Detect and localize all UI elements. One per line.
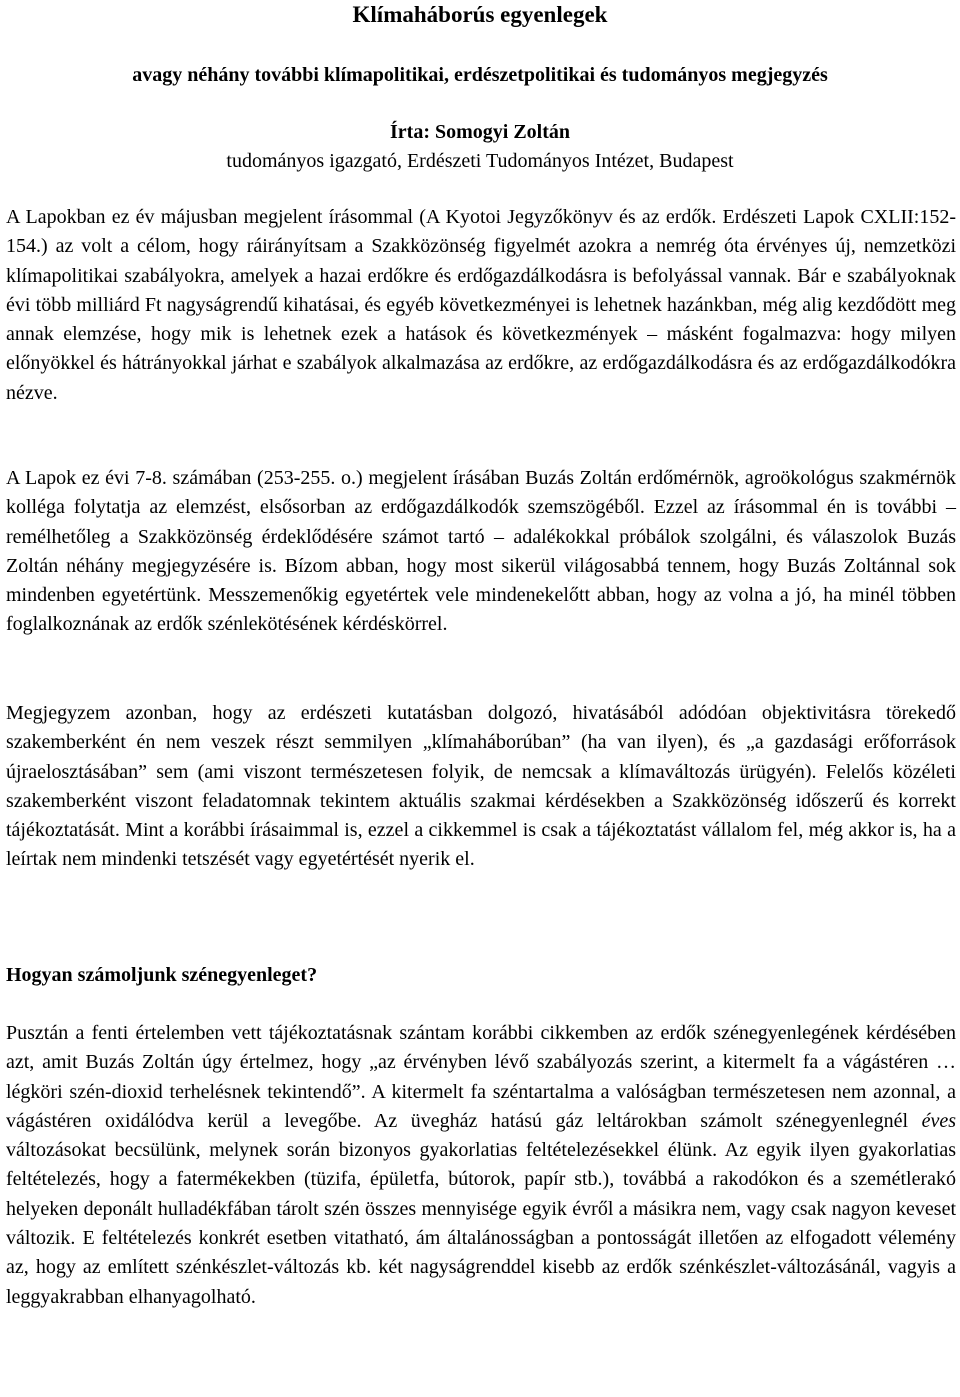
paragraph-carbon-balance-part2: változásokat becsülünk, melynek során bizonyos gyakorlatias feltételezésekkel élünk. Az egyik ilyen gyakorlatias feltételezés, hogy a fatermékekben (tüzifa, épületfa, bútorok, papír stb.), továbbá a rakodókon és a szemétlerakó helyeken deponált hulladékfában tárolt szén összes mennyisége egyik évről a másikra nem, vagy csak nagyon keveset változik. E feltételezés konkrét esetben vitatható, ám általánosságban a pontosságát illetően az elfogadott vélemény az, hogy az említett szénkészlet-változás kb. két nagyságrenddel kisebb az erdők szénkészlet-változásánál, vagyis a leggyakrabban elhanyagolható.	[6, 1139, 956, 1308]
emphasis-eves: éves	[921, 1109, 956, 1132]
paragraph-intro: A Lapokban ez év májusban megjelent írásommal (A Kyotoi Jegyzőkönyv és az erdők. Erdészeti Lapok CXLII:152-154.) az volt a célom, hogy ráirányítsam a Szakközönség figyelmét azokra a nemrég óta érvényes új, nemzetközi klímapolitikai szabályokra, amelyek a hazai erdőkre és erdőgazdálkodásra is befolyással vannak. Bár e szabályoknak évi több milliárd Ft nagyságrendű kihatásai, és egyéb következményei is lehetnek hazánkban, még alig kezdődött meg annak elemzése, hogy mik is lehetnek ezek a hatások és következmények – másként fogalmazva: hogy milyen előnyökkel és hátrányokkal járhat e szabályok alkalmazása az erdőkre, az erdőgazdálkodásra és az erdőgazdálkodókra nézve.	[6, 206, 956, 404]
paragraph-carbon-balance	[6, 1019, 956, 1312]
author-line: Írta: Somogyi Zoltán	[390, 121, 570, 143]
paragraph-carbon-balance-part1: Pusztán a fenti értelemben vett tájékoztatásnak szántam korábbi cikkemben az erdők szénegyenlegének kérdésében azt, amit Buzás Zoltán úgy értelmez, hogy „az érvényben lévő szabályozás szerint, a kitermelt fa a vágástéren … légköri szén-dioxid terhelésnek tekintendő”. A kitermelt fa széntartalma a valóságban természetesen nem azonnal, a vágástéren oxidálódva kerül a levegőbe. Az üvegház hatású gáz leltárokban számolt szénegyenlegnél	[6, 1022, 956, 1132]
section-heading: Hogyan számoljunk szénegyenleget?	[6, 964, 318, 986]
document-title: Klímaháborús egyenlegek	[352, 2, 608, 27]
paragraph-response: A Lapok ez évi 7-8. számában (253-255. o.) megjelent írásában Buzás Zoltán erdőmérnök, agroökológus szakmérnök kolléga folytatja az elemzést, elsősorban az erdőgazdálkodók szemszögéből. Ezzel az írásommal én is további – remélhetőleg a Szakközönség érdeklődésére számot tartó – adalékokkal próbálok szolgálni, és válaszolok Buzás Zoltán néhány megjegyzésére is. Bízom abban, hogy most sikerül világosabbá tennem, hogy Buzás Zoltánnal sok mindenben egyetértünk. Messzemenőkig egyetértek vele mindenekelőtt abban, hogy az volna a jó, ha minél többen foglalkoznának az erdők szénlekötésének kérdéskörrel.	[6, 467, 956, 636]
author-affiliation: tudományos igazgató, Erdészeti Tudományos Intézet, Budapest	[226, 150, 734, 172]
paragraph-position: Megjegyzem azonban, hogy az erdészeti kutatásban dolgozó, hivatásából adódóan objektivitásra törekedő szakemberként én nem veszek részt semmilyen „klímaháborúban” (ha van ilyen), és „a gazdasági erőforrások újraelosztásában” sem (ami viszont természetesen folyik, de nemcsak a klímaváltozás ürügyén). Felelős közéleti szakemberként viszont feladatomnak tekintem aktuális szakmai kérdésekben a Szakközönség időszerű és korrekt tájékoztatását. Mint a korábbi írásaimmal is, ezzel a cikkemmel is csak a tájékoztatást vállalom fel, még akkor is, ha a leírtak nem mindenki tetszését vagy egyetértését nyerik el.	[6, 702, 956, 871]
document-subtitle: avagy néhány további klímapolitikai, erdészetpolitikai és tudományos megjegyzés	[132, 64, 828, 86]
